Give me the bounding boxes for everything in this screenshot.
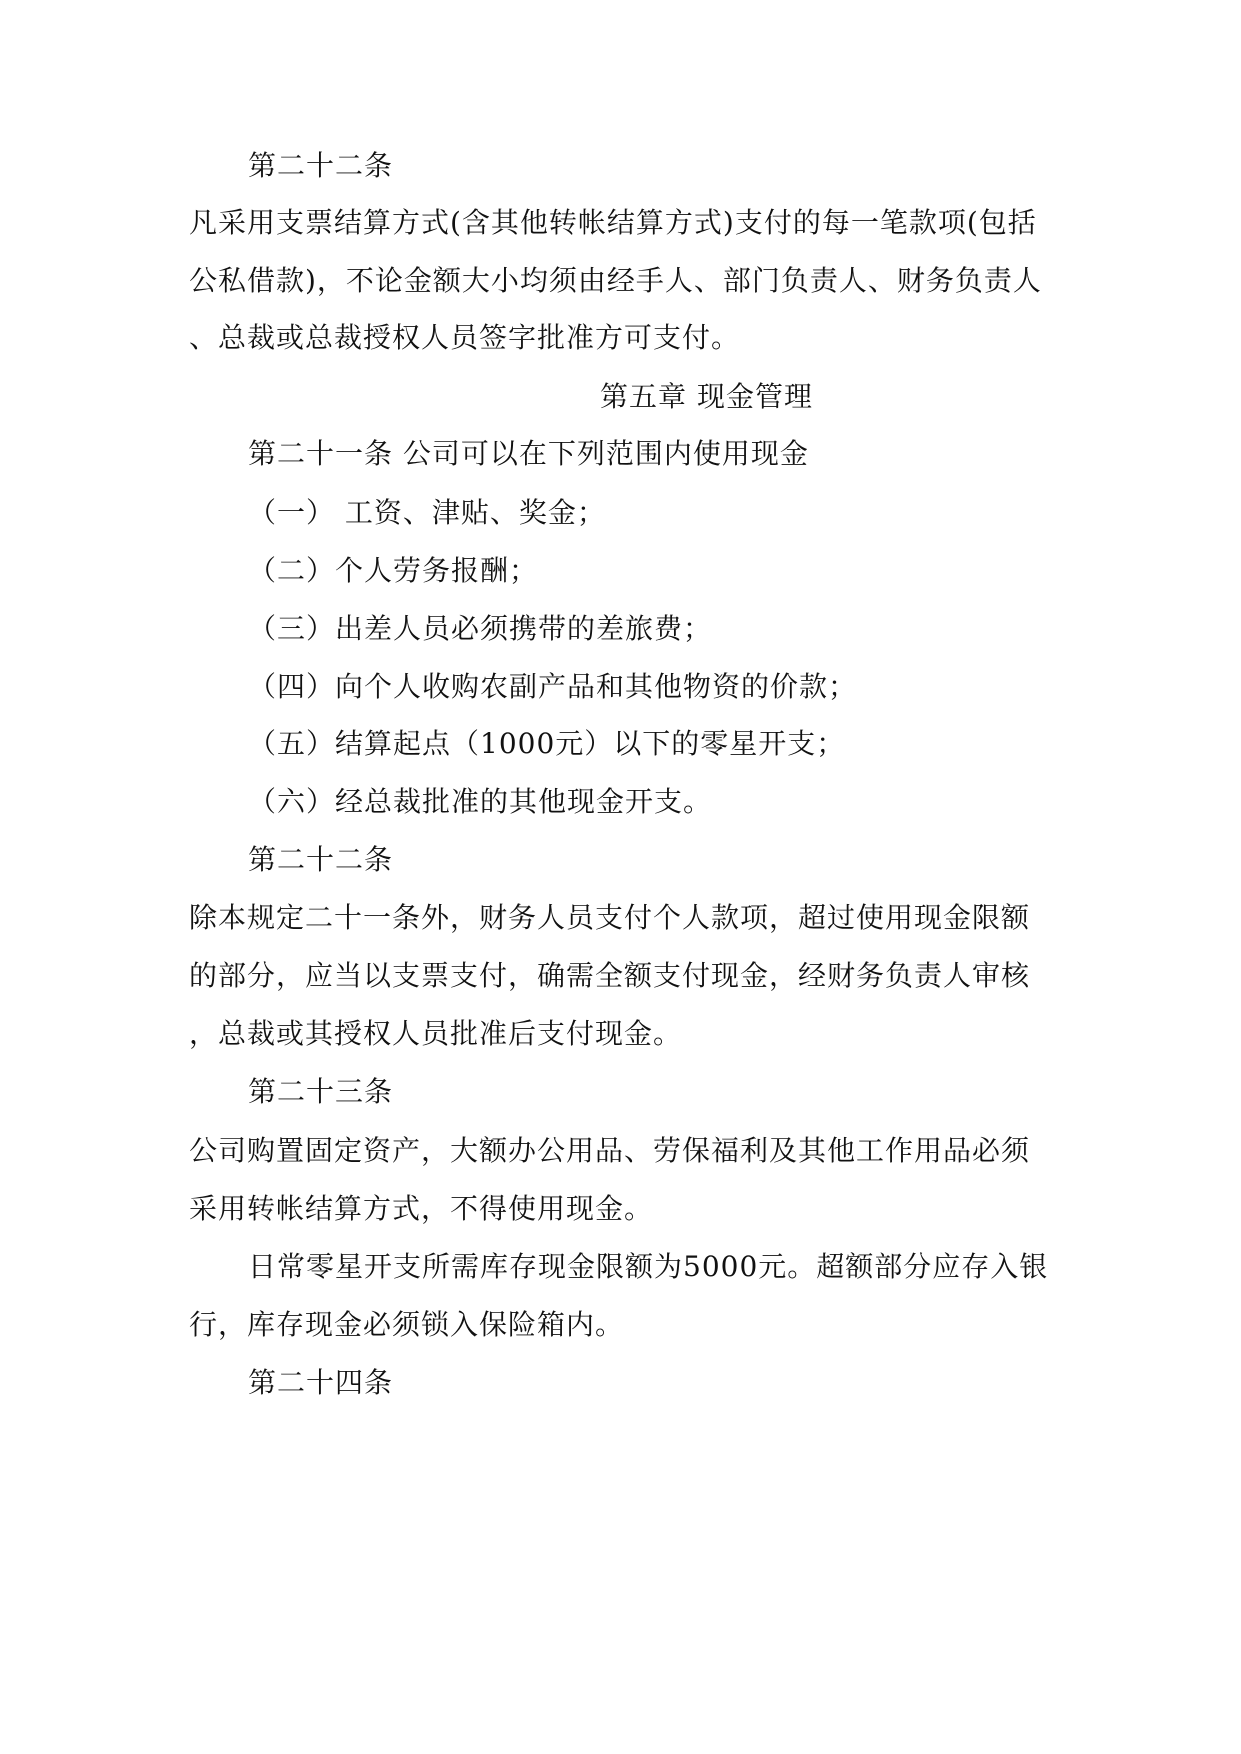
cash-use-item-6: （六）经总裁批准的其他现金开支。 bbox=[248, 785, 713, 818]
cash-use-item-1: （一） 工资、津贴、奖金； bbox=[248, 496, 606, 529]
article-22-text-line-2: 公私借款)，不论金额大小均须由经手人、部门负责人、财务负责人 bbox=[189, 264, 1042, 297]
article-21-heading: 第二十一条 公司可以在下列范围内使用现金 bbox=[248, 437, 809, 470]
article-24-heading: 第二十四条 bbox=[248, 1366, 394, 1399]
cash-limit-line-1: 日常零星开支所需库存现金限额为5000元。超额部分应存入银 bbox=[248, 1250, 1049, 1283]
cash-use-item-5: （五）结算起点（1000元）以下的零星开支； bbox=[248, 727, 846, 760]
article-22b-text-line-3: ，总裁或其授权人员批准后支付现金。 bbox=[189, 1017, 683, 1050]
cash-use-item-3: （三）出差人员必须携带的差旅费； bbox=[248, 612, 713, 645]
cash-use-item-2: （二）个人劳务报酬； bbox=[248, 554, 539, 587]
article-22b-text-line-2: 的部分，应当以支票支付，确需全额支付现金，经财务负责人审核 bbox=[189, 959, 1031, 992]
article-22-heading: 第二十二条 bbox=[248, 149, 394, 182]
cash-limit-line-2: 行，库存现金必须锁入保险箱内。 bbox=[189, 1308, 625, 1341]
article-22b-text-line-1: 除本规定二十一条外，财务人员支付个人款项，超过使用现金限额 bbox=[189, 901, 1031, 934]
article-22-text-line-1: 凡采用支票结算方式(含其他转帐结算方式)支付的每一笔款项(包括 bbox=[189, 206, 1037, 239]
article-23-text-line-1: 公司购置固定资产，大额办公用品、劳保福利及其他工作用品必须 bbox=[189, 1134, 1031, 1167]
article-22b-heading: 第二十二条 bbox=[248, 843, 394, 876]
article-23-text-line-2: 采用转帐结算方式，不得使用现金。 bbox=[189, 1192, 654, 1225]
article-23-heading: 第二十三条 bbox=[248, 1075, 394, 1108]
article-22-text-line-3: 、总裁或总裁授权人员签字批准方可支付。 bbox=[189, 321, 741, 354]
cash-use-item-4: （四）向个人收购农副产品和其他物资的价款； bbox=[248, 670, 858, 703]
chapter-5-title: 第五章 现金管理 bbox=[600, 380, 813, 413]
